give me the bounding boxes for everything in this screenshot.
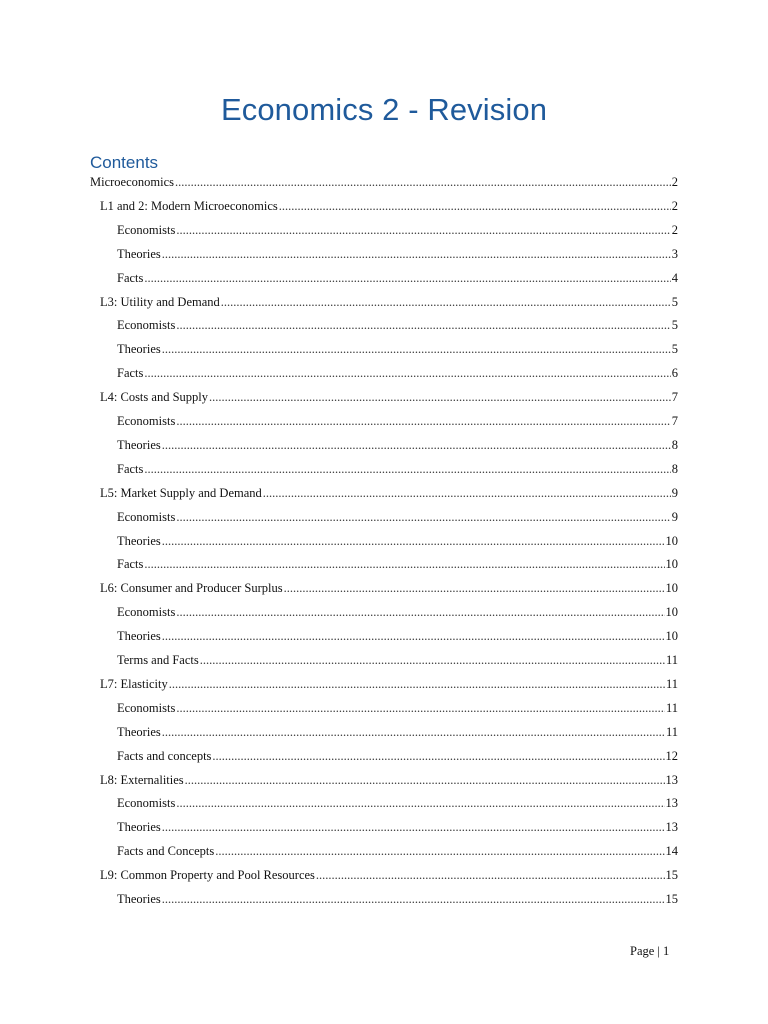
toc-dot-leader	[176, 411, 670, 431]
toc-entry[interactable]	[117, 722, 678, 742]
toc-dot-leader	[200, 650, 665, 670]
toc-dot-leader	[176, 698, 665, 718]
toc-entry-page-number: 13	[665, 796, 678, 810]
toc-entry[interactable]	[117, 626, 678, 646]
toc-entry[interactable]	[117, 268, 678, 288]
toc-entry[interactable]	[117, 889, 678, 909]
toc-entry[interactable]	[100, 483, 678, 503]
toc-entry-page-number: 5	[671, 318, 678, 332]
toc-dot-leader	[279, 196, 671, 216]
toc-entry-label: Theories	[117, 534, 161, 548]
toc-dot-leader	[176, 602, 664, 622]
toc-entry-page-number: 10	[665, 581, 678, 595]
toc-entry-label: L9: Common Property and Pool Resources	[100, 868, 315, 882]
document-title: Economics 2 - Revision	[220, 92, 548, 127]
toc-dot-leader	[176, 507, 670, 527]
toc-entry-label: Economists	[117, 318, 176, 332]
page-number-footer: Page | 1	[630, 944, 670, 958]
toc-entry-page-number: 11	[665, 653, 678, 667]
toc-dot-leader	[176, 315, 670, 335]
toc-entry[interactable]	[117, 746, 678, 766]
toc-dot-leader	[212, 746, 664, 766]
toc-entry-page-number: 11	[665, 725, 678, 739]
toc-entry-label: Economists	[117, 414, 176, 428]
toc-entry[interactable]	[117, 793, 678, 813]
toc-entry[interactable]	[100, 196, 678, 216]
toc-entry[interactable]	[117, 602, 678, 622]
toc-entry[interactable]	[117, 339, 678, 359]
toc-entry[interactable]	[117, 244, 678, 264]
toc-entry-label: L7: Elasticity	[100, 677, 168, 691]
toc-dot-leader	[316, 865, 665, 885]
toc-entry-label: L6: Consumer and Producer Surplus	[100, 581, 283, 595]
toc-entry-label: Economists	[117, 605, 176, 619]
toc-dot-leader	[162, 626, 665, 646]
toc-entry-label: L5: Market Supply and Demand	[100, 486, 262, 500]
toc-entry[interactable]	[100, 292, 678, 312]
toc-dot-leader	[176, 793, 664, 813]
toc-entry[interactable]	[100, 865, 678, 885]
toc-entry-label: Facts	[117, 557, 144, 571]
toc-entry-page-number: 10	[665, 534, 678, 548]
toc-entry[interactable]	[117, 220, 678, 240]
toc-dot-leader	[144, 554, 664, 574]
toc-entry-label: Theories	[117, 629, 161, 643]
toc-dot-leader	[162, 531, 665, 551]
toc-entry-page-number: 10	[665, 605, 678, 619]
toc-entry[interactable]	[117, 554, 678, 574]
toc-entry-page-number: 11	[665, 677, 678, 691]
toc-entry-page-number: 12	[665, 749, 678, 763]
toc-entry[interactable]	[100, 770, 678, 790]
toc-entry-page-number: 9	[671, 510, 678, 524]
toc-entry-label: Terms and Facts	[117, 653, 199, 667]
contents-heading: Contents	[90, 153, 159, 172]
toc-entry-page-number: 2	[671, 175, 678, 189]
toc-entry-label: Theories	[117, 342, 161, 356]
toc-entry-page-number: 7	[671, 414, 678, 428]
toc-entry-page-number: 10	[665, 629, 678, 643]
toc-entry-page-number: 10	[665, 557, 678, 571]
toc-entry-label: L1 and 2: Modern Microeconomics	[100, 199, 278, 213]
toc-entry[interactable]	[117, 817, 678, 837]
toc-entry-page-number: 9	[671, 486, 678, 500]
toc-entry-label: Facts and Concepts	[117, 844, 215, 858]
toc-dot-leader	[176, 220, 670, 240]
toc-entry-label: L4: Costs and Supply	[100, 390, 208, 404]
toc-entry-label: L3: Utility and Demand	[100, 295, 220, 309]
toc-dot-leader	[185, 770, 665, 790]
toc-entry-label: L8: Externalities	[100, 773, 184, 787]
toc-dot-leader	[263, 483, 671, 503]
toc-dot-leader	[162, 339, 671, 359]
toc-entry[interactable]	[117, 698, 678, 718]
toc-entry-page-number: 11	[665, 701, 678, 715]
toc-dot-leader	[169, 674, 665, 694]
toc-dot-leader	[162, 435, 671, 455]
toc-entry[interactable]	[100, 387, 678, 407]
toc-dot-leader	[209, 387, 671, 407]
toc-entry-label: Theories	[117, 438, 161, 452]
toc-dot-leader	[221, 292, 671, 312]
toc-entry-label: Theories	[117, 725, 161, 739]
toc-entry-page-number: 5	[671, 295, 678, 309]
toc-entry-page-number: 7	[671, 390, 678, 404]
toc-entry-label: Facts	[117, 366, 144, 380]
toc-dot-leader	[144, 268, 670, 288]
toc-entry[interactable]	[117, 650, 678, 670]
toc-entry-page-number: 6	[671, 366, 678, 380]
toc-dot-leader	[162, 889, 665, 909]
toc-entry-label: Facts and concepts	[117, 749, 212, 763]
toc-dot-leader	[215, 841, 664, 861]
toc-dot-leader	[284, 578, 665, 598]
toc-entry-label: Economists	[117, 701, 176, 715]
toc-entry[interactable]	[117, 841, 678, 861]
toc-entry[interactable]	[117, 507, 678, 527]
toc-entry-page-number: 13	[665, 773, 678, 787]
toc-entry[interactable]	[90, 172, 678, 192]
toc-entry-label: Economists	[117, 796, 176, 810]
toc-entry-page-number: 14	[665, 844, 678, 858]
toc-dot-leader	[175, 172, 671, 192]
toc-entry[interactable]	[117, 315, 678, 335]
toc-dot-leader	[162, 722, 665, 742]
toc-entry[interactable]	[117, 531, 678, 551]
toc-entry-page-number: 8	[671, 462, 678, 476]
toc-dot-leader	[162, 244, 671, 264]
toc-entry-label: Economists	[117, 510, 176, 524]
toc-entry[interactable]	[100, 578, 678, 598]
toc-entry-page-number: 2	[671, 223, 678, 237]
toc-entry-page-number: 4	[671, 271, 678, 285]
toc-dot-leader	[144, 459, 670, 479]
toc-entry-label: Microeconomics	[90, 175, 175, 189]
toc-entry-page-number: 15	[665, 868, 678, 882]
toc-entry-page-number: 5	[671, 342, 678, 356]
toc-entry[interactable]	[117, 459, 678, 479]
toc-entry-page-number: 13	[665, 820, 678, 834]
toc-dot-leader	[162, 817, 665, 837]
toc-entry-label: Theories	[117, 820, 161, 834]
toc-entry[interactable]	[117, 363, 678, 383]
toc-entry-page-number: 2	[671, 199, 678, 213]
toc-entry[interactable]	[117, 435, 678, 455]
toc-entry[interactable]	[117, 411, 678, 431]
toc-entry-page-number: 15	[665, 892, 678, 906]
toc-entry-label: Facts	[117, 462, 144, 476]
toc-entry[interactable]	[100, 674, 678, 694]
toc-entry-label: Economists	[117, 223, 176, 237]
toc-entry-page-number: 3	[671, 247, 678, 261]
toc-entry-label: Theories	[117, 892, 161, 906]
toc-entry-label: Facts	[117, 271, 144, 285]
toc-entry-page-number: 8	[671, 438, 678, 452]
toc-dot-leader	[144, 363, 670, 383]
toc-entry-label: Theories	[117, 247, 161, 261]
